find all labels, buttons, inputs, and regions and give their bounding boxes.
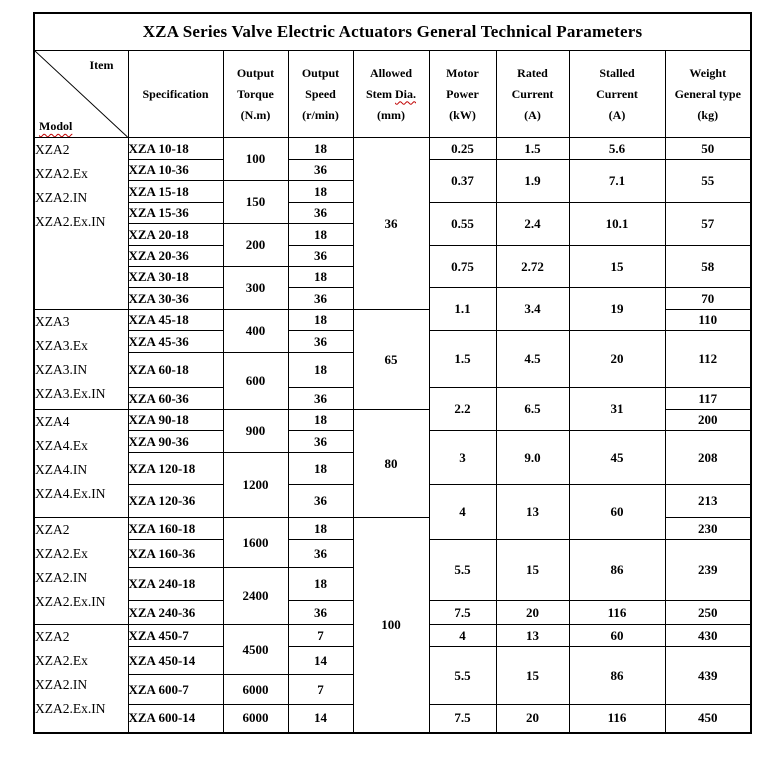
header-line: Current	[511, 86, 554, 101]
speed-cell: 36	[288, 601, 353, 625]
torque-cell: 2400	[223, 568, 288, 625]
header-line: (A)	[524, 107, 541, 122]
spec-cell: XZA 450-14	[128, 647, 223, 675]
column-header-output-torque	[223, 51, 288, 138]
spec-cell: XZA 160-18	[128, 518, 223, 540]
stalled-cell: 60	[569, 485, 665, 540]
speed-cell: 18	[288, 267, 353, 288]
stem-cell: 80	[353, 410, 429, 518]
spec-cell: XZA 10-18	[128, 138, 223, 160]
table-row	[34, 138, 751, 160]
stem-cell: 36	[353, 138, 429, 310]
stalled-cell: 10.1	[569, 203, 665, 246]
speed-cell: 18	[288, 353, 353, 388]
rated-cell: 13	[496, 485, 569, 540]
weight-cell: 50	[665, 138, 751, 160]
speed-cell: 36	[288, 431, 353, 453]
weight-cell: 112	[665, 331, 751, 388]
model-line: XZA4.Ex	[35, 438, 88, 453]
torque-cell: 1200	[223, 453, 288, 518]
model-line: XZA2.Ex.IN	[35, 594, 106, 609]
weight-cell: 110	[665, 310, 751, 331]
spec-cell: XZA 240-18	[128, 568, 223, 601]
spec-cell: XZA 60-18	[128, 353, 223, 388]
model-line: XZA3.IN	[35, 362, 88, 377]
power-cell: 7.5	[429, 705, 496, 733]
speed-cell: 18	[288, 310, 353, 331]
header-line: Weight	[689, 65, 727, 80]
rated-cell: 6.5	[496, 388, 569, 431]
header-line: Allowed	[370, 65, 412, 80]
corner-label-item: Item	[89, 58, 114, 72]
speed-cell: 36	[288, 540, 353, 568]
power-cell: 7.5	[429, 601, 496, 625]
power-cell: 1.1	[429, 288, 496, 331]
stalled-cell: 5.6	[569, 138, 665, 160]
spec-cell: XZA 450-7	[128, 625, 223, 647]
spec-cell: XZA 20-36	[128, 246, 223, 267]
speed-cell: 36	[288, 331, 353, 353]
header-line: Rated	[517, 65, 548, 80]
model-line: XZA3	[35, 314, 70, 329]
speed-cell: 36	[288, 288, 353, 310]
spec-cell: XZA 30-36	[128, 288, 223, 310]
model-line: XZA2.Ex	[35, 166, 88, 181]
speed-cell: 18	[288, 181, 353, 203]
speed-cell: 18	[288, 138, 353, 160]
header-line: General type	[674, 86, 741, 101]
header-line: Stem Dia.	[366, 86, 416, 101]
weight-cell: 200	[665, 410, 751, 431]
weight-cell: 117	[665, 388, 751, 410]
model-cell	[34, 138, 128, 310]
table-title: XZA Series Valve Electric Actuators General Technical Parameters	[34, 13, 751, 51]
stalled-cell: 116	[569, 601, 665, 625]
torque-cell: 200	[223, 224, 288, 267]
spec-cell: XZA 160-36	[128, 540, 223, 568]
speed-cell: 14	[288, 705, 353, 733]
weight-cell: 58	[665, 246, 751, 288]
stalled-cell: 116	[569, 705, 665, 733]
spec-cell: XZA 90-36	[128, 431, 223, 453]
model-line: XZA2.Ex.IN	[35, 701, 106, 716]
model-line: XZA2.IN	[35, 190, 88, 205]
header-line: Power	[446, 86, 479, 101]
model-cell	[34, 310, 128, 410]
header-line: Output	[236, 65, 275, 80]
weight-cell: 57	[665, 203, 751, 246]
power-cell: 5.5	[429, 540, 496, 601]
column-header-specification	[128, 51, 223, 138]
rated-cell: 4.5	[496, 331, 569, 388]
torque-cell: 4500	[223, 625, 288, 675]
spec-cell: XZA 20-18	[128, 224, 223, 246]
weight-cell: 230	[665, 518, 751, 540]
speed-cell: 36	[288, 388, 353, 410]
column-header-stalled-current	[569, 51, 665, 138]
header-line: Current	[596, 86, 638, 101]
weight-cell: 450	[665, 705, 751, 733]
model-line: XZA4	[35, 414, 70, 429]
speed-cell: 36	[288, 485, 353, 518]
column-header-allowed-stem-dia	[353, 51, 429, 138]
model-line: XZA4.IN	[35, 462, 88, 477]
speed-cell: 7	[288, 675, 353, 705]
rated-cell: 20	[496, 705, 569, 733]
power-cell: 0.75	[429, 246, 496, 288]
power-cell: 5.5	[429, 647, 496, 705]
speed-cell: 36	[288, 246, 353, 267]
torque-cell: 400	[223, 310, 288, 353]
corner-header-cell	[34, 51, 128, 138]
column-header-output-speed	[288, 51, 353, 138]
power-cell: 1.5	[429, 331, 496, 388]
power-cell: 4	[429, 625, 496, 647]
speed-cell: 18	[288, 224, 353, 246]
torque-cell: 900	[223, 410, 288, 453]
header-line: Output	[301, 65, 340, 80]
model-line: XZA2.Ex.IN	[35, 214, 106, 229]
header-line: Motor	[446, 65, 479, 80]
rated-cell: 15	[496, 540, 569, 601]
spec-cell: XZA 45-36	[128, 331, 223, 353]
spec-cell: XZA 60-36	[128, 388, 223, 410]
model-cell	[34, 518, 128, 625]
spec-cell: XZA 120-36	[128, 485, 223, 518]
spec-cell: XZA 30-18	[128, 267, 223, 288]
weight-cell: 250	[665, 601, 751, 625]
stalled-cell: 31	[569, 388, 665, 431]
speed-cell: 18	[288, 453, 353, 485]
model-line: XZA2	[35, 522, 70, 537]
power-cell: 4	[429, 485, 496, 540]
rated-cell: 20	[496, 601, 569, 625]
spec-cell: XZA 600-7	[128, 675, 223, 705]
rated-cell: 9.0	[496, 431, 569, 485]
stalled-cell: 20	[569, 331, 665, 388]
rated-cell: 3.4	[496, 288, 569, 331]
torque-cell: 100	[223, 138, 288, 181]
spec-cell: XZA 120-18	[128, 453, 223, 485]
stalled-cell: 19	[569, 288, 665, 331]
header-row	[34, 51, 751, 138]
model-cell	[34, 410, 128, 518]
torque-cell: 6000	[223, 675, 288, 705]
model-line: XZA2.Ex	[35, 653, 88, 668]
speed-cell: 18	[288, 410, 353, 431]
stalled-cell: 7.1	[569, 160, 665, 203]
model-line: XZA3.Ex.IN	[35, 386, 106, 401]
power-cell: 0.25	[429, 138, 496, 160]
header-line: (A)	[608, 107, 626, 122]
header-line: Specification	[142, 86, 209, 101]
model-line: XZA2	[35, 629, 70, 644]
header-line: Stalled	[599, 65, 635, 80]
header-line: (kg)	[697, 107, 719, 122]
parameters-table	[33, 12, 752, 734]
weight-cell: 70	[665, 288, 751, 310]
stalled-cell: 86	[569, 647, 665, 705]
weight-cell: 55	[665, 160, 751, 203]
model-line: XZA3.Ex	[35, 338, 88, 353]
model-line: XZA2	[35, 142, 70, 157]
torque-cell: 6000	[223, 705, 288, 733]
torque-cell: 1600	[223, 518, 288, 568]
model-line: XZA2.IN	[35, 677, 88, 692]
spec-cell: XZA 45-18	[128, 310, 223, 331]
corner-label-model: Modol	[39, 119, 73, 133]
rated-cell: 2.72	[496, 246, 569, 288]
spec-cell: XZA 90-18	[128, 410, 223, 431]
stem-cell: 65	[353, 310, 429, 410]
speed-cell: 18	[288, 518, 353, 540]
rated-cell: 15	[496, 647, 569, 705]
model-line: XZA4.Ex.IN	[35, 486, 106, 501]
rated-cell: 1.5	[496, 138, 569, 160]
spec-cell: XZA 15-18	[128, 181, 223, 203]
header-line: (mm)	[377, 107, 405, 122]
speed-cell: 14	[288, 647, 353, 675]
power-cell: 3	[429, 431, 496, 485]
power-cell: 2.2	[429, 388, 496, 431]
power-cell: 0.55	[429, 203, 496, 246]
stem-cell: 100	[353, 518, 429, 733]
header-line: Speed	[305, 86, 336, 101]
rated-cell: 13	[496, 625, 569, 647]
stalled-cell: 60	[569, 625, 665, 647]
weight-cell: 430	[665, 625, 751, 647]
header-line: (r/min)	[302, 107, 339, 122]
weight-cell: 208	[665, 431, 751, 485]
weight-cell: 213	[665, 485, 751, 518]
torque-cell: 600	[223, 353, 288, 410]
weight-cell: 239	[665, 540, 751, 601]
spec-cell: XZA 600-14	[128, 705, 223, 733]
spec-cell: XZA 240-36	[128, 601, 223, 625]
header-line: Torque	[237, 86, 274, 101]
speed-cell: 36	[288, 160, 353, 181]
model-cell	[34, 625, 128, 733]
column-header-motor-power	[429, 51, 496, 138]
speed-cell: 7	[288, 625, 353, 647]
column-header-weight	[665, 51, 751, 138]
torque-cell: 150	[223, 181, 288, 224]
stalled-cell: 15	[569, 246, 665, 288]
header-line: (kW)	[449, 107, 476, 122]
speed-cell: 18	[288, 568, 353, 601]
power-cell: 0.37	[429, 160, 496, 203]
stalled-cell: 45	[569, 431, 665, 485]
spec-cell: XZA 10-36	[128, 160, 223, 181]
spec-cell: XZA 15-36	[128, 203, 223, 224]
rated-cell: 1.9	[496, 160, 569, 203]
model-line: XZA2.Ex	[35, 546, 88, 561]
speed-cell: 36	[288, 203, 353, 224]
header-line: (N.m)	[240, 107, 271, 122]
rated-cell: 2.4	[496, 203, 569, 246]
column-header-rated-current	[496, 51, 569, 138]
model-line: XZA2.IN	[35, 570, 88, 585]
title-row	[34, 13, 751, 51]
weight-cell: 439	[665, 647, 751, 705]
stalled-cell: 86	[569, 540, 665, 601]
torque-cell: 300	[223, 267, 288, 310]
